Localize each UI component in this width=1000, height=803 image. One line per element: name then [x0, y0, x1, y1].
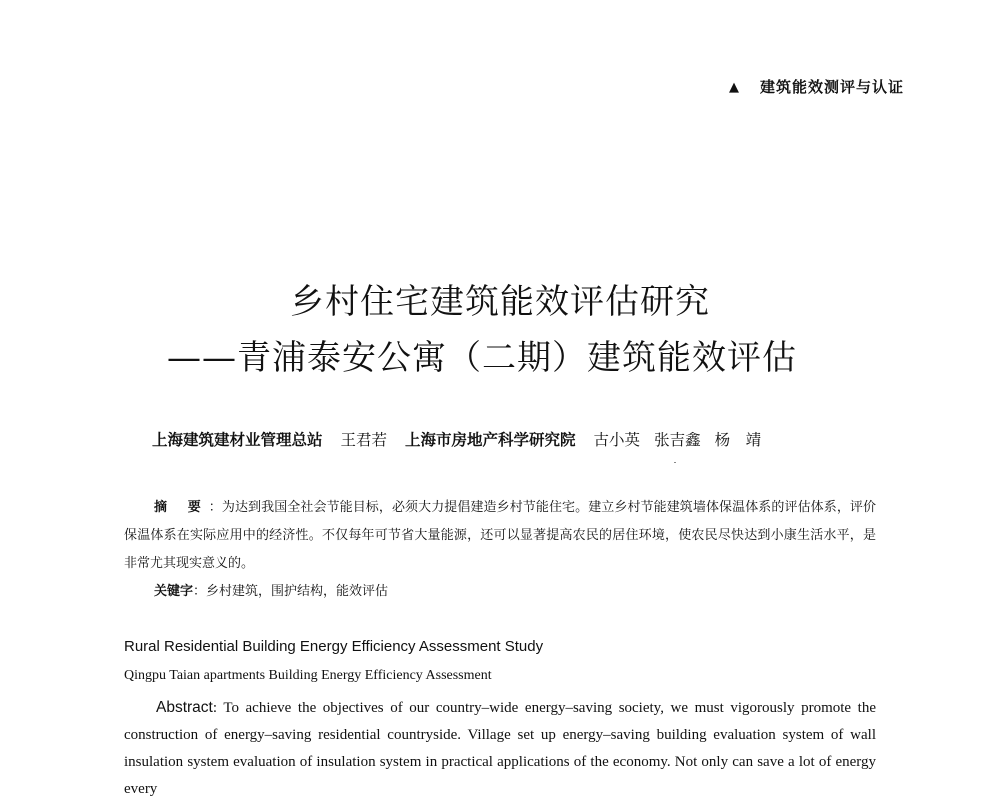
abstract-label-en: Abstract: [156, 699, 213, 716]
english-subtitle: Qingpu Taian apartments Building Energy Efficiency Assessment: [124, 668, 492, 683]
author-2: 古小英: [593, 431, 641, 449]
triangle-marker-icon: ▲: [728, 80, 740, 95]
stray-dot: [674, 462, 676, 463]
author-4: 杨 靖: [714, 431, 762, 449]
english-title: Rural Residential Building Energy Efficiency Assessment Study: [124, 638, 544, 655]
abstract-label-cn: 摘 要: [154, 500, 209, 515]
keywords-label-cn: 关键字: [154, 584, 194, 599]
abstract-text-en: : To achieve the objectives of our country–wide energy–saving society, we must vigorously promote the construction of energy–saving residential countryside. Village set up energy–saving building evaluation system of wall insulation system evaluation of insulation system in practical applications of the economy. Not only can save a lot of energy every: [124, 700, 876, 797]
chinese-abstract: [124, 494, 876, 578]
chinese-keywords: [154, 580, 388, 599]
author-3: 张吉鑫: [654, 431, 701, 449]
section-name: 建筑能效测评与认证: [759, 78, 904, 96]
author-line: [152, 428, 761, 450]
running-header: [729, 76, 904, 97]
paper-title: 乡村住宅建筑能效评估研究: [290, 282, 710, 322]
abstract-text-cn: ：为达到我国全社会节能目标，必须大力提倡建造乡村节能住宅。建立乡村节能建筑墙体保温体系的评估体系，评价保温体系在实际应用中的经济性。不仅每年可节省大量能源，还可以显著提高农民的居住环境，使农民尽快达到小康生活水平，是非常尤其现实意义的。: [124, 500, 876, 571]
english-abstract: [124, 694, 876, 803]
affiliation-2: 上海市房地产科学研究院: [405, 431, 576, 449]
author-1: 王君若: [340, 431, 388, 449]
affiliation-1: 上海建筑建材业管理总站: [152, 431, 323, 449]
paper-subtitle: ——青浦泰安公寓（二期）建筑能效评估: [167, 338, 797, 378]
keywords-text-cn: ：乡村建筑，围护结构，能效评估: [193, 584, 389, 599]
